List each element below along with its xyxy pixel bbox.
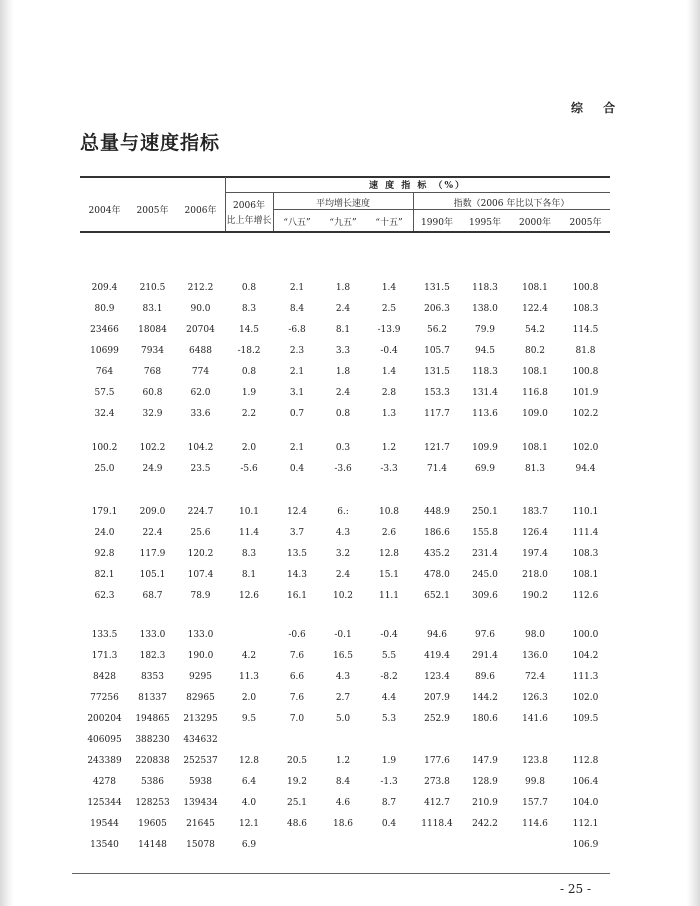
table-cell: 20.5: [286, 756, 308, 766]
table-cell: 117.9: [139, 549, 166, 559]
table-cell: 435.2: [424, 549, 450, 559]
table-cell: 5.0: [335, 714, 351, 724]
table-cell: 147.9: [472, 756, 498, 766]
table-cell: 4.3: [335, 528, 351, 538]
table-cell: 218.0: [522, 570, 548, 580]
table-cell: 210.5: [139, 283, 166, 293]
table-cell: 7.6: [289, 651, 305, 661]
table-cell: 102.0: [572, 693, 599, 703]
header-index-2000: 2000年: [519, 218, 551, 228]
table-cell: 80.2: [524, 346, 546, 356]
table-cell: 8.1: [241, 570, 257, 580]
page-edge-right: [686, 0, 700, 906]
table-cell: 25.6: [190, 528, 211, 538]
table-cell: -18.2: [237, 346, 261, 356]
table-cell: 2.8: [381, 388, 397, 398]
table-cell: 434632: [183, 735, 218, 745]
table-cell: 107.4: [187, 570, 214, 580]
table-cell: 6488: [189, 346, 212, 356]
table-cell: 774: [191, 367, 210, 377]
table-cell: 1.9: [241, 388, 257, 398]
table-cell: 79.9: [474, 325, 496, 335]
table-cell: 121.7: [424, 443, 450, 453]
table-cell: 2.7: [335, 693, 351, 703]
table-cell: 128253: [135, 798, 170, 808]
table-cell: 8.1: [335, 325, 351, 335]
table-cell: 2.2: [241, 409, 257, 419]
table-cell: 106.9: [572, 840, 599, 850]
table-cell: 213295: [183, 714, 218, 724]
table-cell: 13.5: [286, 549, 308, 559]
section-tag: 综 合: [571, 101, 624, 115]
header-line-index: [413, 209, 610, 210]
table-cell: 6.6: [289, 672, 305, 682]
table-cell: 104.2: [572, 651, 599, 661]
table-cell: 1118.4: [421, 819, 453, 829]
table-cell: 108.3: [572, 549, 599, 559]
table-cell: 210.9: [472, 798, 498, 808]
table-cell: 102.2: [139, 443, 166, 453]
table-cell: 133.0: [187, 630, 214, 640]
table-cell: 90.0: [190, 304, 211, 314]
table-cell: 126.3: [522, 693, 548, 703]
table-cell: 131.5: [424, 283, 450, 293]
table-cell: 2.4: [335, 304, 351, 314]
table-cell: 108.3: [572, 304, 599, 314]
header-speed-group: 速 度 指 标 （%）: [368, 181, 467, 191]
header-avg-growth: 平均增长速度: [315, 199, 370, 209]
table-cell: -0.4: [380, 346, 398, 356]
table-cell: 68.7: [142, 591, 163, 601]
table-cell: 291.4: [472, 651, 498, 661]
header-period-9: “九五”: [329, 218, 357, 228]
table-cell: 33.6: [190, 409, 211, 419]
table-cell: 1.2: [335, 756, 351, 766]
table-cell: 123.4: [424, 672, 450, 682]
footer-rule: [72, 873, 610, 874]
table-cell: 1.8: [335, 367, 351, 377]
table-cell: 108.1: [572, 570, 599, 580]
table-cell: 0.8: [335, 409, 351, 419]
table-cell: 197.4: [522, 549, 548, 559]
table-cell: 179.1: [91, 507, 118, 517]
table-cell: 209.0: [139, 507, 166, 517]
table-cell: 6.:: [337, 507, 349, 517]
table-cell: 81337: [138, 693, 167, 703]
table-cell: 182.3: [139, 651, 166, 661]
table-cell: -8.2: [380, 672, 398, 682]
table-cell: 116.8: [522, 388, 548, 398]
table-cell: 0.3: [335, 443, 351, 453]
table-cell: 15.1: [378, 570, 400, 580]
table-cell: 12.6: [238, 591, 260, 601]
table-cell: 133.5: [91, 630, 118, 640]
table-cell: 10699: [90, 346, 119, 356]
table-cell: 252537: [183, 756, 218, 766]
table-cell: -5.6: [240, 464, 258, 474]
table-cell: 99.8: [524, 777, 546, 787]
table-cell: 138.0: [472, 304, 498, 314]
header-index-2005: 2005年: [569, 218, 602, 228]
table-cell: 4.0: [241, 798, 257, 808]
table-cell: 180.6: [472, 714, 498, 724]
table-cell: 108.1: [522, 367, 548, 377]
table-cell: 212.2: [187, 283, 214, 293]
table-cell: 126.4: [522, 528, 548, 538]
table-cell: 1.9: [381, 756, 397, 766]
table-cell: 102.0: [572, 443, 599, 453]
table-cell: 21645: [186, 819, 215, 829]
table-cell: 72.4: [524, 672, 546, 682]
table-cell: 125344: [87, 798, 122, 808]
table-cell: 56.2: [426, 325, 448, 335]
table-cell: 0.7: [289, 409, 305, 419]
table-cell: 32.9: [142, 409, 163, 419]
table-cell: 131.4: [472, 388, 498, 398]
table-cell: 12.8: [238, 756, 260, 766]
table-cell: 123.8: [522, 756, 548, 766]
table-cell: 83.1: [142, 304, 163, 314]
table-cell: 6.4: [241, 777, 257, 787]
table-cell: 15078: [186, 840, 215, 850]
table-cell: 412.7: [424, 798, 450, 808]
table-cell: 478.0: [424, 570, 450, 580]
table-cell: 114.5: [572, 325, 599, 335]
table-cell: 209.4: [91, 283, 118, 293]
table-cell: 1.3: [381, 409, 397, 419]
page-number: - 25 -: [560, 882, 592, 896]
table-cell: 102.2: [572, 409, 599, 419]
table-cell: 12.8: [378, 549, 400, 559]
table-cell: 109.0: [522, 409, 548, 419]
table-cell: 11.1: [378, 591, 400, 601]
table-cell: 2.3: [289, 346, 305, 356]
table-cell: 388230: [135, 735, 170, 745]
table-cell: 16.1: [286, 591, 308, 601]
table-cell: 12.1: [238, 819, 260, 829]
table-cell: 57.5: [94, 388, 115, 398]
table-cell: 24.9: [142, 464, 163, 474]
table-cell: -13.9: [377, 325, 401, 335]
table-cell: 10.8: [378, 507, 400, 517]
table-cell: 120.2: [187, 549, 214, 559]
table-cell: 11.3: [238, 672, 260, 682]
table-cell: 114.6: [522, 819, 548, 829]
header-2006: 2006年: [184, 206, 217, 216]
table-cell: 18.6: [332, 819, 354, 829]
table-cell: 768: [143, 367, 162, 377]
table-cell: 92.8: [94, 549, 115, 559]
table-cell: 71.4: [426, 464, 448, 474]
table-cell: 8.4: [289, 304, 305, 314]
table-cell: -3.3: [380, 464, 398, 474]
table-cell: -3.6: [334, 464, 352, 474]
table-cell: 200204: [87, 714, 122, 724]
table-cell: 113.6: [472, 409, 498, 419]
table-cell: 448.9: [424, 507, 450, 517]
table-cell: 118.3: [472, 283, 498, 293]
table-cell: 2.6: [381, 528, 397, 538]
table-cell: 14148: [138, 840, 167, 850]
table-cell: 101.9: [572, 388, 599, 398]
table-cell: 155.8: [472, 528, 498, 538]
table-cell: 2.1: [289, 443, 305, 453]
table-header-rule: [80, 231, 610, 233]
table-cell: 133.0: [139, 630, 166, 640]
table-cell: 122.4: [522, 304, 548, 314]
header-index-1995: 1995年: [469, 218, 501, 228]
table-cell: 1.4: [381, 367, 397, 377]
table-cell: 3.3: [335, 346, 351, 356]
table-cell: 10.1: [238, 507, 260, 517]
table-cell: 4.6: [335, 798, 351, 808]
table-cell: 141.6: [522, 714, 548, 724]
table-cell: 110.1: [572, 507, 599, 517]
table-cell: 4278: [93, 777, 116, 787]
table-cell: 62.0: [190, 388, 211, 398]
table-cell: 108.1: [522, 443, 548, 453]
table-cell: 94.6: [426, 630, 448, 640]
table-cell: 60.8: [142, 388, 163, 398]
table-cell: 2.4: [335, 388, 351, 398]
header-line-speed: [225, 192, 610, 193]
header-index-group: 指数（2006 年比以下各年）: [453, 199, 570, 209]
table-cell: 1.2: [381, 443, 397, 453]
table-cell: 245.0: [472, 570, 498, 580]
table-cell: 105.1: [139, 570, 166, 580]
table-cell: 97.6: [474, 630, 496, 640]
header-period-10: “十五”: [375, 218, 403, 228]
table-cell: 171.3: [91, 651, 118, 661]
table-cell: 8.3: [241, 304, 257, 314]
table-cell: 77256: [90, 693, 119, 703]
table-cell: 12.4: [286, 507, 308, 517]
table-cell: 3.2: [335, 549, 351, 559]
table-cell: 3.7: [289, 528, 305, 538]
table-cell: 250.1: [472, 507, 498, 517]
table-cell: 111.4: [572, 528, 599, 538]
table-cell: 54.2: [524, 325, 546, 335]
table-cell: 112.6: [572, 591, 599, 601]
table-cell: 4.4: [381, 693, 397, 703]
table-cell: 16.5: [332, 651, 354, 661]
table-cell: 3.1: [289, 388, 305, 398]
table-cell: 183.7: [522, 507, 548, 517]
table-cell: 2.1: [289, 367, 305, 377]
table-cell: 111.3: [572, 672, 599, 682]
table-cell: 206.3: [424, 304, 450, 314]
table-cell: 69.9: [474, 464, 496, 474]
header-growth-line1: 2006年: [233, 201, 265, 211]
table-cell: 19544: [90, 819, 119, 829]
page-edge-left: [0, 0, 14, 906]
table-cell: 8.7: [381, 798, 397, 808]
table-cell: 14.3: [286, 570, 308, 580]
table-cell: 231.4: [472, 549, 498, 559]
table-cell: 22.4: [142, 528, 163, 538]
table-cell: 252.9: [424, 714, 450, 724]
table-cell: 652.1: [424, 591, 450, 601]
table-cell: 6.9: [241, 840, 257, 850]
table-cell: 82.1: [94, 570, 115, 580]
table-cell: 139434: [183, 798, 218, 808]
table-cell: 108.1: [522, 283, 548, 293]
table-cell: 273.8: [424, 777, 450, 787]
table-cell: 131.5: [424, 367, 450, 377]
table-cell: 0.4: [381, 819, 397, 829]
table-cell: 109.5: [572, 714, 599, 724]
table-cell: 23.5: [190, 464, 211, 474]
table-cell: -0.4: [380, 630, 398, 640]
table-cell: 9295: [189, 672, 212, 682]
table-cell: 117.7: [424, 409, 450, 419]
table-cell: 0.4: [289, 464, 305, 474]
table-cell: 4.2: [241, 651, 257, 661]
table-cell: 7.0: [289, 714, 305, 724]
table-cell: 100.8: [572, 283, 599, 293]
table-cell: 5.5: [381, 651, 397, 661]
table-cell: 13540: [90, 840, 119, 850]
table-cell: 80.9: [94, 304, 115, 314]
table-cell: 8428: [93, 672, 116, 682]
table-cell: -6.8: [288, 325, 306, 335]
header-growth-line2: 比上年增长: [226, 216, 272, 226]
table-cell: 48.6: [286, 819, 308, 829]
table-cell: 1.4: [381, 283, 397, 293]
table-cell: 8.4: [335, 777, 351, 787]
table-cell: 10.2: [332, 591, 354, 601]
table-cell: 0.8: [241, 283, 257, 293]
table-cell: 81.8: [575, 346, 596, 356]
table-cell: 419.4: [424, 651, 450, 661]
table-cell: 98.0: [524, 630, 546, 640]
table-cell: 104.0: [572, 798, 599, 808]
table-cell: 100.8: [572, 367, 599, 377]
table-cell: 309.6: [472, 591, 498, 601]
table-cell: 144.2: [472, 693, 498, 703]
table-cell: 9.5: [241, 714, 257, 724]
table-cell: 14.5: [238, 325, 260, 335]
table-cell: 112.8: [572, 756, 599, 766]
table-cell: 194865: [135, 714, 170, 724]
header-period-8: “八五”: [283, 218, 311, 228]
table-cell: 20704: [186, 325, 215, 335]
header-index-1990: 1990年: [421, 218, 453, 228]
table-cell: 62.3: [94, 591, 115, 601]
table-cell: 190.0: [187, 651, 214, 661]
table-cell: 104.2: [187, 443, 214, 453]
table-cell: 764: [95, 367, 114, 377]
table-cell: 109.9: [472, 443, 498, 453]
table-cell: 0.8: [241, 367, 257, 377]
table-cell: 136.0: [522, 651, 548, 661]
table-cell: 18084: [138, 325, 167, 335]
table-cell: 157.7: [522, 798, 548, 808]
table-cell: 5938: [189, 777, 212, 787]
table-cell: 2.4: [335, 570, 351, 580]
table-cell: 81.3: [524, 464, 546, 474]
table-cell: 2.1: [289, 283, 305, 293]
table-cell: 243389: [87, 756, 122, 766]
table-cell: 105.7: [424, 346, 450, 356]
table-cell: 24.0: [94, 528, 115, 538]
table-cell: 224.7: [187, 507, 214, 517]
table-cell: 177.6: [424, 756, 450, 766]
table-cell: 78.9: [190, 591, 211, 601]
table-cell: 406095: [87, 735, 122, 745]
table-cell: 19.2: [286, 777, 308, 787]
table-cell: 100.0: [572, 630, 599, 640]
table-cell: 94.4: [575, 464, 596, 474]
table-cell: 153.3: [424, 388, 450, 398]
header-line-avg: [273, 209, 413, 210]
table-cell: 242.2: [472, 819, 498, 829]
table-cell: 25.1: [286, 798, 308, 808]
header-2005: 2005年: [136, 206, 169, 216]
header-2004: 2004年: [88, 206, 121, 216]
table-cell: -1.3: [380, 777, 398, 787]
table-cell: 4.3: [335, 672, 351, 682]
table-cell: 112.1: [572, 819, 599, 829]
table-cell: 1.8: [335, 283, 351, 293]
table-cell: 94.5: [474, 346, 496, 356]
table-cell: 220838: [135, 756, 170, 766]
table-cell: 5.3: [381, 714, 397, 724]
table-cell: 5386: [141, 777, 164, 787]
table-cell: 207.9: [424, 693, 450, 703]
table-cell: -0.1: [334, 630, 352, 640]
table-cell: 32.4: [94, 409, 115, 419]
table-cell: 8.3: [241, 549, 257, 559]
table-cell: 8353: [141, 672, 164, 682]
table-cell: 7.6: [289, 693, 305, 703]
table-cell: 106.4: [572, 777, 599, 787]
table-cell: 25.0: [94, 464, 115, 474]
table-cell: 2.5: [381, 304, 397, 314]
table-cell: 2.0: [241, 443, 257, 453]
table-cell: 190.2: [522, 591, 548, 601]
table-cell: 7934: [141, 346, 164, 356]
table-cell: 2.0: [241, 693, 257, 703]
table-cell: 82965: [186, 693, 215, 703]
table-cell: 186.6: [424, 528, 450, 538]
table-cell: 100.2: [91, 443, 118, 453]
page-title: 总量与速度指标: [80, 132, 221, 154]
table-cell: 11.4: [238, 528, 260, 538]
table-cell: 128.9: [472, 777, 498, 787]
table-cell: 89.6: [474, 672, 496, 682]
table-cell: 118.3: [472, 367, 498, 377]
table-cell: -0.6: [288, 630, 306, 640]
table-cell: 23466: [90, 325, 119, 335]
table-cell: 19605: [138, 819, 167, 829]
